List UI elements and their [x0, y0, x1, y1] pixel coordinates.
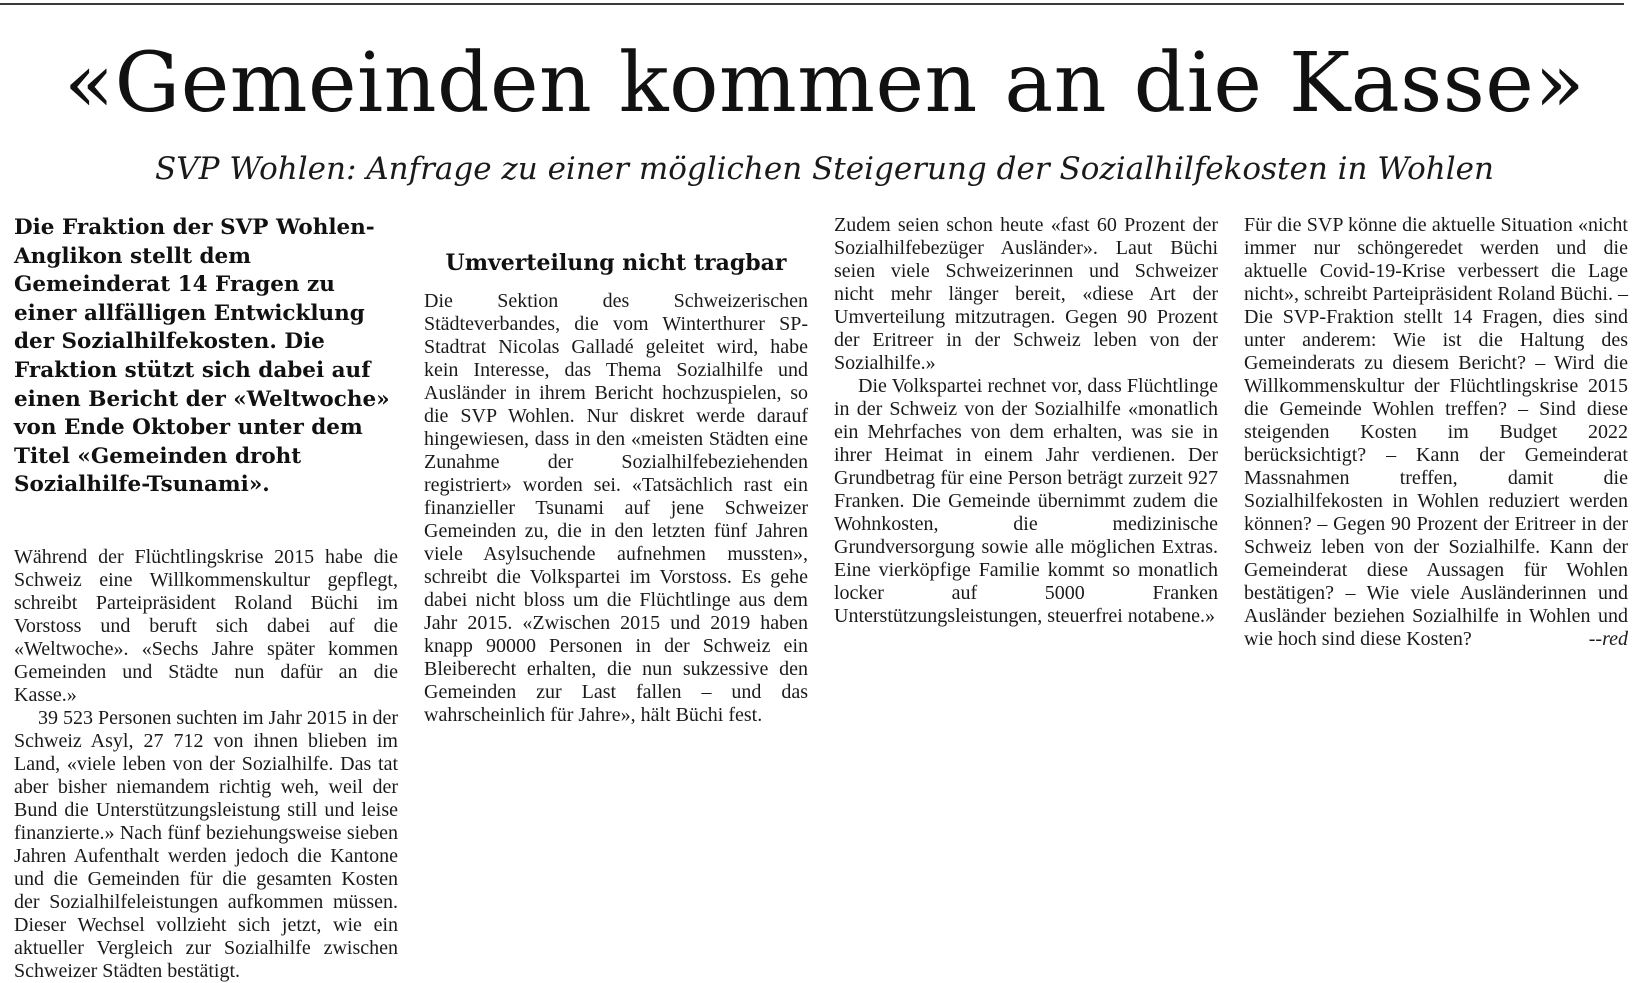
column-4: [1244, 214, 1628, 651]
body-paragraph-6-text: Für die SVP könne die aktuelle Situation «nicht immer nur schöngeredet werden und die aktuelle Covid-19-Krise verbessert die Lage nicht», schreibt Parteipräsident Roland Büchi. – Die SVP-Fraktion stellt 14 Fragen, dies sind unter anderem: Wie ist die Haltung des Gemeinderats zu diesem Bericht? – Wird die Willkommenskultur der Flüchtlingskrise 2015 die Gemeinde Wohlen treffen? – Sind diese steigenden Kosten im Budget 2022 berücksichtigt? – Kann der Gemeinderat Massnahmen treffen, damit die Sozialhilfekosten in Wohlen reduziert werden können? – Gegen 90 Prozent der Eritreer in der Schweiz leben von der Sozialhilfe. Kann der Gemeinderat diese Aussagen für Wohlen bestätigen? – Wie viele Ausländerinnen und Ausländer beziehen Sozialhilfe in Wohlen und wie hoch sind diese Kosten?: [1244, 214, 1628, 650]
body-paragraph-3: Die Sektion des Schweizerischen Städteverbandes, die vom Winterthurer SP-Stadtrat Nicolas Galladé geleitet wird, habe kein Interesse, das Thema Sozialhilfe und Ausländer in ihrem Bericht hochzuspielen, so die SVP Wohlen. Nur diskret werde darauf hingewiesen, dass in den «meisten Städten eine Zunahme der Sozialhilfebeziehenden registriert» worden sei. «Tatsächlich rast ein finanzieller Tsunami auf jene Schweizer Gemeinden zu, die in den letzten fünf Jahren viele Asylsuchende aufnehmen mussten», schreibt die Volkspartei im Vorstoss. Es gehe dabei nicht bloss um die Flüchtlinge aus dem Jahr 2015. «Zwischen 2015 und 2019 haben knapp 90000 Personen in der Schweiz ein Bleiberecht erhalten, die nun sukzessive den Gemeinden zur Last fallen – und das wahrscheinlich für Jahre», hält Büchi fest.: [424, 290, 808, 726]
top-rule: [0, 3, 1624, 5]
column-1: [14, 214, 398, 983]
body-paragraph-2: 39 523 Personen suchten im Jahr 2015 in der Schweiz Asyl, 27 712 von ihnen blieben im Land, «viele leben von der Sozialhilfe. Das tat aber bisher niemandem richtig weh, weil der Bund die Unterstützungsleistung still und leise finanzierte.» Nach fünf beziehungsweise sieben Jahren Aufenthalt werden jedoch die Kantone und die Gemeinden für die gesamten Kosten der Sozialhilfeleistungen aufkommen müssen. Dieser Wechsel vollzieht sich jetzt, wie ein aktueller Vergleich zur Sozialhilfe zwischen Schweizer Städten bestätigt.: [14, 706, 398, 982]
column-3: [834, 214, 1218, 628]
lead-paragraph: Die Fraktion der SVP Wohlen-Anglikon stellt dem Gemeinderat 14 Fragen zu einer allfälligen Entwicklung der Sozialhilfekosten. Die Fraktion stützt sich dabei auf einen Bericht der «Weltwoche» von Ende Oktober unter dem Titel «Gemeinden droht Sozialhilfe-Tsunami».: [14, 215, 390, 498]
author-tag: --red: [1588, 628, 1628, 650]
subheadline: SVP Wohlen: Anfrage zu einer möglichen Steigerung der Sozialhilfekosten in Wohlen: [155, 151, 1494, 187]
headline: «Gemeinden kommen an die Kasse»: [64, 36, 1585, 131]
body-paragraph-4: Zudem seien schon heute «fast 60 Prozent der Sozialhilfebezüger Ausländer». Laut Büchi seien viele Schweizerinnen und Schweizer nicht mehr länger bereit, «diese Art der Umverteilung mitzutragen. Gegen 90 Prozent der Eritreer in der Schweiz leben von der Sozialhilfe.»: [834, 214, 1218, 374]
column-2: [424, 214, 808, 727]
body-paragraph-1: Während der Flüchtlingskrise 2015 habe die Schweiz eine Willkommenskultur gepflegt, schreibt Parteipräsident Roland Büchi im Vorstoss und beruft sich dabei auf die «Weltwoche». «Sechs Jahre später kommen Gemeinden und Städte nun dafür an die Kasse.»: [14, 545, 398, 706]
body-paragraph-6: [1244, 214, 1628, 651]
body-paragraph-5: Die Volkspartei rechnet vor, dass Flüchtlinge in der Schweiz von der Sozialhilfe «monatlich ein Mehrfaches von dem erhalten, was sie in ihrer Heimat in einem Jahr verdienen. Der Grundbetrag für eine Person beträgt zurzeit 927 Franken. Die Gemeinde übernimmt zudem die Wohnkosten, die medizinische Grundversorgung sowie alle möglichen Extras. Eine vierköpfige Familie kommt so monatlich locker auf 5000 Franken Unterstützungsleistungen, steuerfrei notabene.»: [834, 375, 1218, 627]
section-subhead: Umverteilung nicht tragbar: [445, 250, 787, 276]
